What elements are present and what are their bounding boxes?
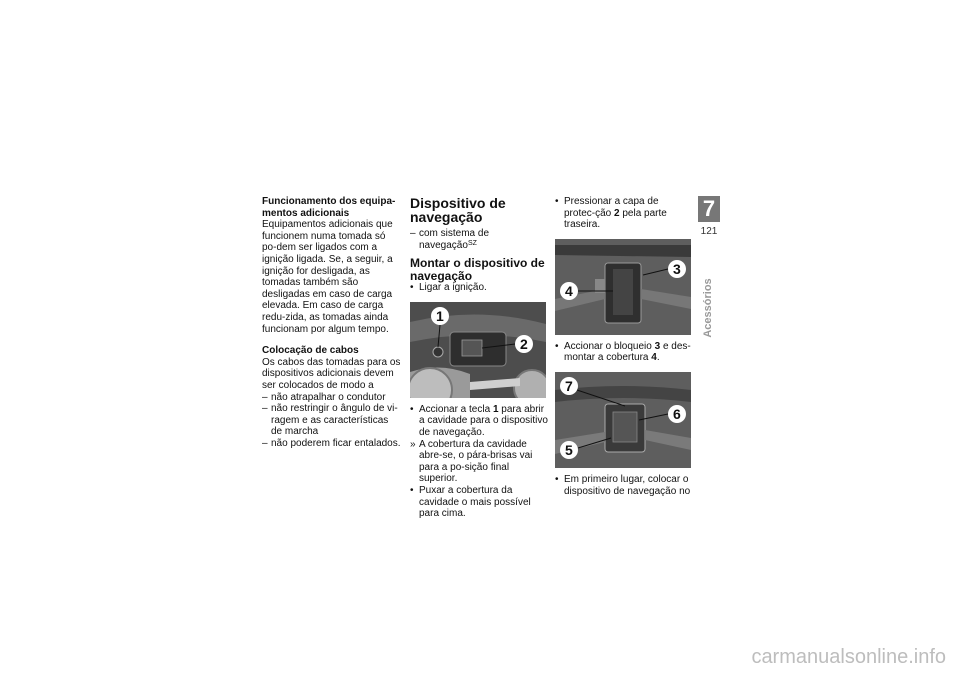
step-item: • Puxar a cobertura da cavidade o mais possível para cima.: [410, 484, 531, 520]
dash-marker: –: [262, 437, 268, 449]
option-code: SZ: [467, 239, 477, 247]
heading-montar: Montar o dispositivo de navegação: [410, 256, 545, 283]
figure-dashboard: [410, 302, 546, 398]
dash-marker: –: [262, 403, 268, 415]
bullet-marker: •: [555, 196, 559, 207]
callout-6: 6: [673, 405, 681, 422]
step-item: • Ligar a ignição.: [410, 282, 487, 294]
dash-marker: –: [262, 391, 268, 403]
step-item: • Accionar a tecla 1 para abrir a cavidade para o dispositivo de navegação.: [410, 403, 548, 438]
callout-1: 1: [436, 307, 444, 324]
step-item: • Em primeiro lugar, colocar o dispositivo de navegação no: [555, 473, 691, 497]
bullet-marker: •: [410, 403, 414, 415]
bullet-marker: •: [555, 340, 559, 352]
list-item: – não restringir o ângulo de vi-ragem e as características de marcha: [262, 403, 398, 438]
heading-equipamentos: Funcionamento dos equipa-mentos adicionais: [262, 196, 396, 219]
mount-cover-illustration: [555, 239, 691, 335]
bullet-marker: •: [410, 484, 414, 496]
callout-5: 5: [565, 441, 573, 458]
bullet-marker: •: [410, 282, 414, 294]
mount-bracket-illustration: [555, 372, 691, 468]
chapter-title: Acessórios: [702, 278, 714, 338]
step-item: • Pressionar a capa de protec-ção 2 pela parte traseira.: [555, 196, 667, 231]
column-left: [262, 196, 402, 449]
arrow-marker: »: [410, 438, 416, 450]
chapter-number: 7: [698, 196, 720, 222]
list-item: – não atrapalhar o condutor: [262, 391, 386, 403]
column-right: [555, 196, 691, 497]
option-note: – com sistema de navegação$^{SZ}$: [410, 228, 490, 251]
callout-3: 3: [673, 260, 681, 277]
paragraph-cabos: Os cabos das tomadas para os dispositivos adicionais devem ser colocados de modo a: [262, 356, 401, 391]
watermark: carmanualsonline.info: [751, 646, 946, 668]
chapter-title-vertical: [688, 278, 728, 344]
callout-7: 7: [565, 377, 573, 394]
bullet-marker: •: [555, 473, 559, 485]
section-title: Dispositivo de navegação: [410, 195, 506, 225]
heading-cabos: Colocação de cabos: [262, 345, 359, 357]
chapter-tab: [698, 196, 720, 237]
page-number: 121: [700, 226, 718, 237]
result-item: » A cobertura da cavidade abre-se, o pára-brisas vai para a po-sição final superior.: [410, 438, 533, 485]
column-middle: [410, 196, 548, 520]
callout-4: 4: [565, 282, 573, 299]
figure-mount-cover: [555, 239, 691, 335]
paragraph-equipamentos: Equipamentos adicionais que funcionem numa tomada só po-dem ser ligados com a ignição ligada. Se, a seguir, a ignição for desligada, as tomadas também são desligadas em caso de carga elevada. Em caso de carga redu-zida, as tomadas ainda funcionam por algum tempo.: [262, 219, 393, 335]
figure-mount-bracket: [555, 372, 691, 468]
list-item: – não poderem ficar entalados.: [262, 437, 401, 449]
callout-2: 2: [520, 335, 528, 352]
dash-marker: –: [410, 228, 416, 239]
step-item: • Accionar o bloqueio 3 e des-montar a cobertura 4.: [555, 340, 691, 364]
